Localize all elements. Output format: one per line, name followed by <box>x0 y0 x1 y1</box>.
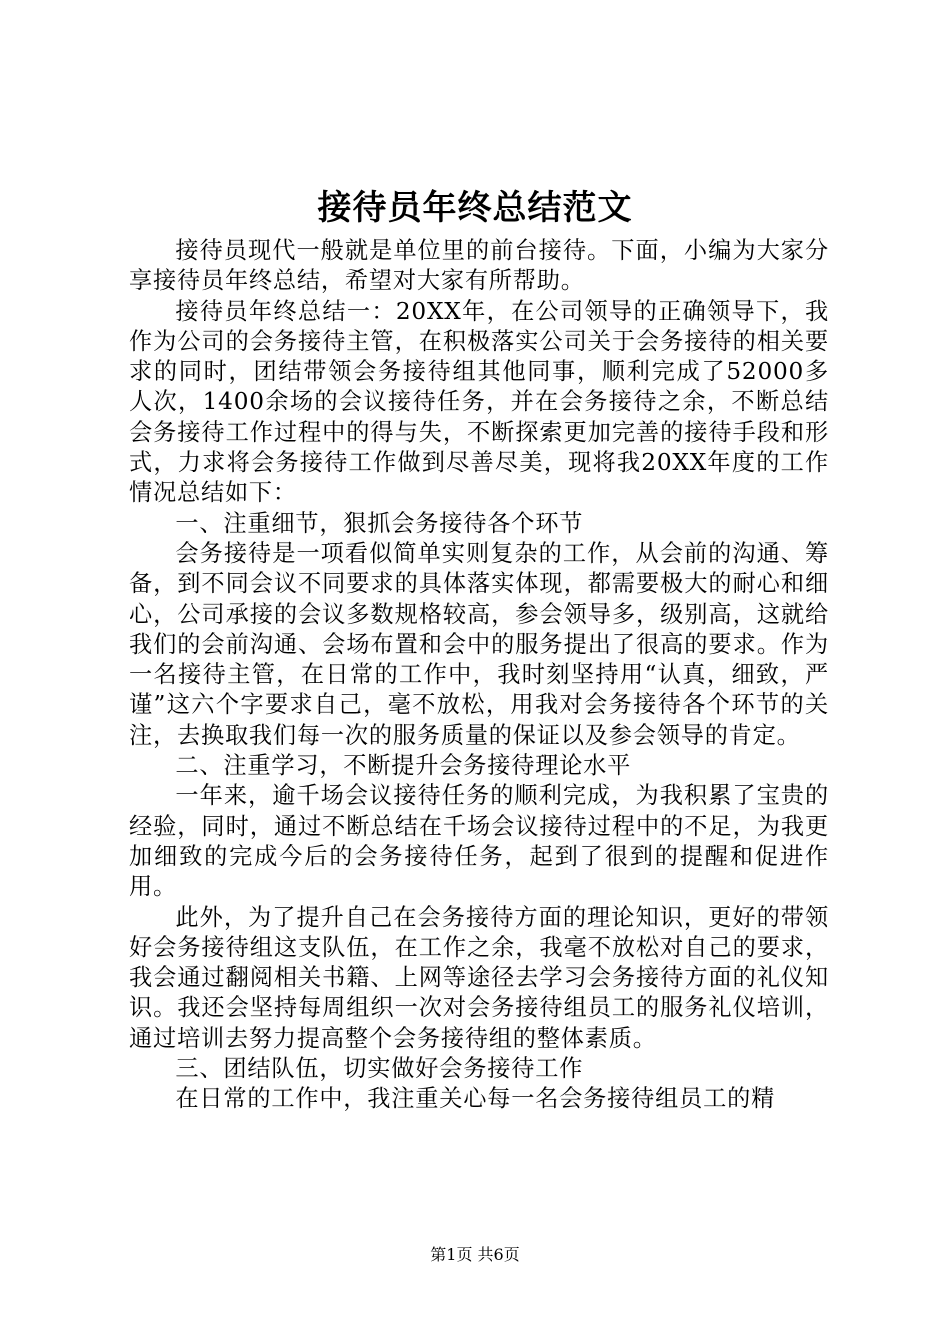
intro-paragraph: 接待员现代一般就是单位里的前台接待。下面，小编为大家分享接待员年终总结，希望对大家有所帮助。 <box>129 237 829 295</box>
section-1-paragraph: 会务接待是一项看似简单实则复杂的工作，从会前的沟通、筹备，到不同会议不同要求的具体落实体现，都需要极大的耐心和细心，公司承接的会议多数规格较高，参会领导多，级别高，这就给我们的会前沟通、会场布置和会中的服务提出了很高的要求。作为一名接待主管，在日常的工作中，我时刻坚持用“认真，细致，严谨”这六个字要求自己，毫不放松，用我对会务接待各个环节的关注，去换取我们每一次的服务质量的保证以及参会领导的肯定。 <box>129 539 829 749</box>
document-body <box>129 236 829 1115</box>
document-title: 接待员年终总结范文 <box>317 188 633 228</box>
page-footer: 第1页 共6页 <box>430 1245 520 1264</box>
section-2-paragraph-1: 一年来，逾千场会议接待任务的顺利完成，为我积累了宝贵的经验，同时，通过不断总结在千场会议接待过程中的不足，为我更加细致的完成今后的会务接待任务，起到了很到的提醒和促进作用。 <box>129 782 829 901</box>
section-heading-3: 三、团结队伍，切实做好会务接待工作 <box>175 1055 584 1083</box>
section-2-paragraph-2: 此外，为了提升自己在会务接待方面的理论知识，更好的带领好会务接待组这支队伍，在工作之余，我毫不放松对自己的要求，我会通过翻阅相关书籍、上网等途径去学习会务接待方面的礼仪知识。我还会坚持每周组织一次对会务接待组员工的服务礼仪培训，通过培训去努力提高整个会务接待组的整体素质。 <box>129 903 829 1052</box>
section-heading-1: 一、注重细节，狠抓会务接待各个环节 <box>175 509 584 537</box>
section-3-paragraph: 在日常的工作中，我注重关心每一名会务接待组员工的精 <box>175 1085 776 1113</box>
section-heading-2: 二、注重学习，不断提升会务接待理论水平 <box>175 752 632 780</box>
summary-paragraph: 接待员年终总结一：20XX年，在公司领导的正确领导下，我作为公司的会务接待主管，在积极落实公司关于会务接待的相关要求的同时，团结带领会务接待组其他同事，顺利完成了52000多人次，1400余场的会议接待任务，并在会务接待之余，不断总结会务接待工作过程中的得与失，不断探索更加完善的接待手段和形式，力求将会务接待工作做到尽善尽美，现将我20XX年度的工作情况总结如下： <box>129 297 829 507</box>
